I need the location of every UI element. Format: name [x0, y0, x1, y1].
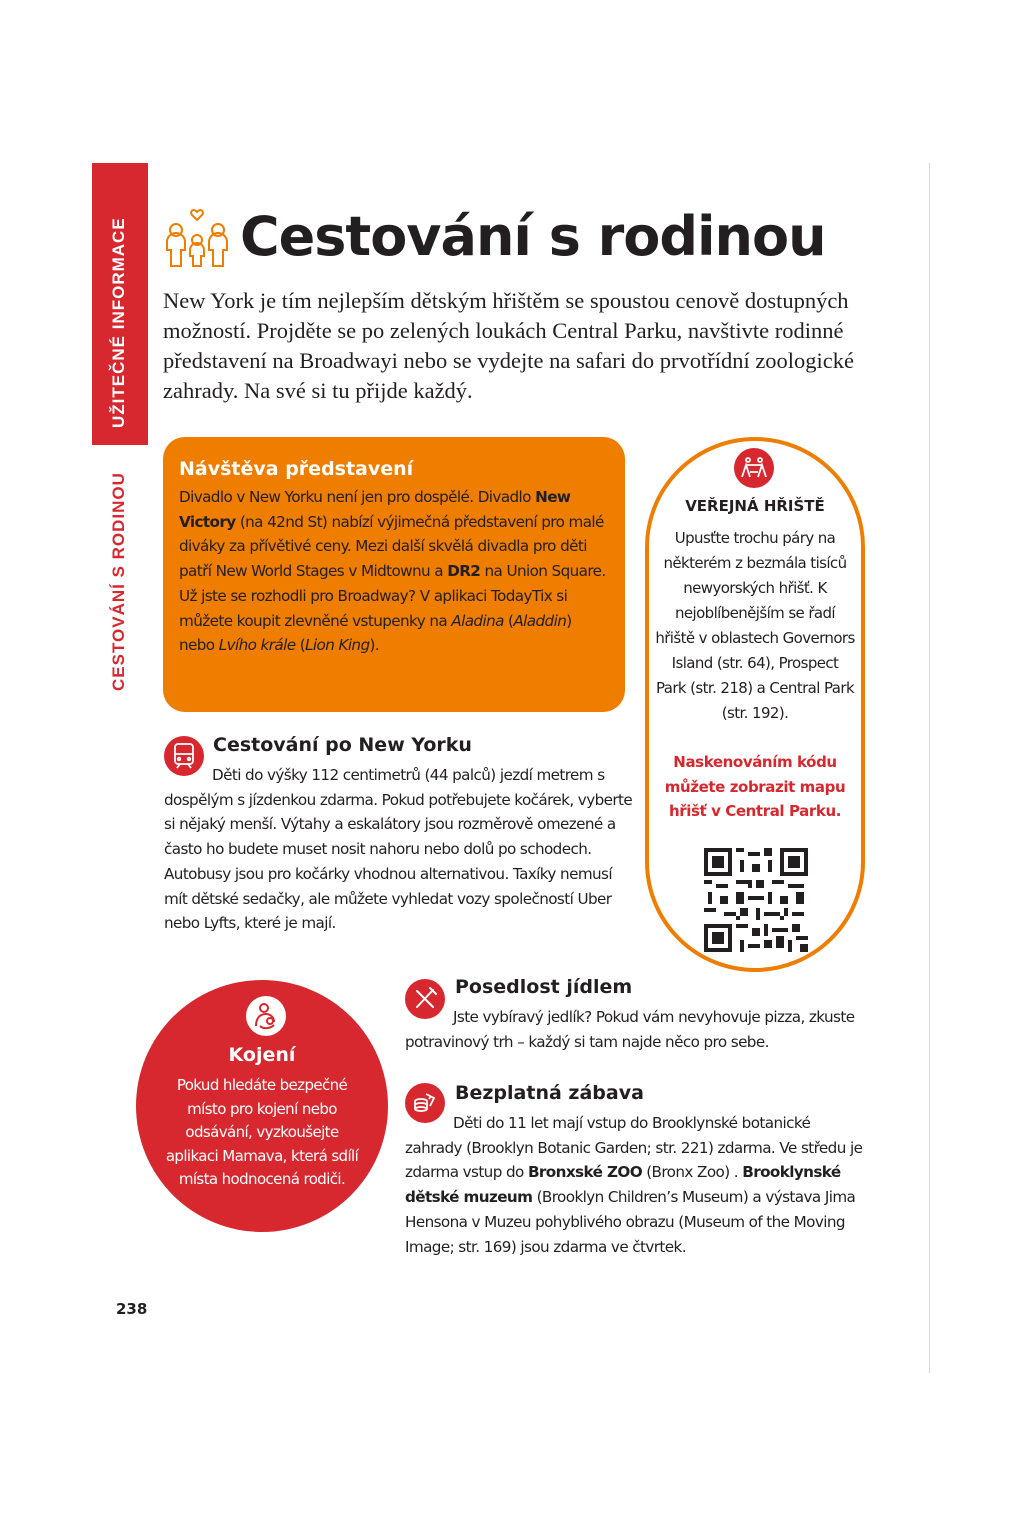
sidebar-chapter-label: CESTOVÁNÍ S RODINOU [109, 472, 128, 691]
page-title: Cestování s rodinou [240, 205, 826, 268]
theater-box-text: Divadlo v New Yorku není jen pro dospělé. Divadlo New Victory (na 42nd St) nabízí výjimečná představení pro malé diváky za přívětivé ceny. Mezi další skvělá divadla pro děti patří New World Stages v Midtownu a DR2 na Union Square. Už jste se rozhodli pro Broadway? V aplikaci TodayTix si můžete koupit zlevněné vstupenky na Aladina (Aladdin) nebo Lvího krále (Lion King). [179, 488, 606, 655]
free-fun-text: Děti do 11 let mají vstup do Brooklynské botanické zahrady (Brooklyn Botanic Garden; str. 221) zdarma. Ve středu je zdarma vstup do Bronxské ZOO (Bronx Zoo) . Brooklynské dětské muzeum (Brooklyn Children’s Museum) a výstava Jima Hensona v Muzeu pohyblivého obrazu (Museum of the Moving Image; str. 169) jsou zdarma ve čtvrtek. [405, 1114, 863, 1256]
qr-code-icon[interactable] [704, 848, 808, 952]
playgrounds-scan-note: Naskenováním kódu můžete zobrazit mapu hřišť v Central Parku. [664, 753, 846, 820]
right-margin-rule [929, 163, 930, 1373]
sidebar-chapter-tab [92, 455, 148, 695]
baby-icon [244, 994, 288, 1042]
sidebar-section-label: UŽITEČNÉ INFORMACE [109, 217, 128, 428]
transport-text: Děti do výšky 112 centimetrů (44 palců) jezdí metrem s dospělým s jízdenkou zdarma. Pokud potřebujete kočárek, vyberte si nějaký menší. Výtahy a eskalátory jsou rozměrově omezené a často ho budete muset nosit nahoru nebo dolů po schodech. Autobusy jsou pro kočárky vhodnou alternativou. Taxíky nemusí mít dětské sedačky, ale můžete vyhledat vozy společností Uber nebo Lyfts, které je mají. [164, 766, 633, 933]
food-title: Posedlost jídlem [455, 976, 633, 998]
theater-box-title: Návštěva představení [179, 458, 414, 480]
free-fun-title: Bezplatná zábava [455, 1082, 644, 1104]
sidebar-section-tab [92, 163, 148, 445]
theater-box [163, 437, 625, 712]
family-icon [162, 208, 232, 274]
playground-icon [733, 447, 775, 493]
transport-title: Cestování po New Yorku [213, 734, 472, 756]
page-number: 238 [116, 1300, 148, 1318]
food-text: Jste vybíravý jedlík? Pokud vám nevyhovuje pizza, zkuste potravinový trh – každý si tam najde něco pro sebe. [405, 1008, 855, 1051]
playgrounds-text: Upusťte trochu páry na některém z bezmála tisíců newyorských hřišť. K nejoblíbenějším se řadí hřiště v oblastech Governors Island (str. 64), Prospect Park (str. 218) a Central Park (str. 192). [655, 529, 855, 722]
playgrounds-title: VEŘEJNÁ HŘIŠTĚ [685, 497, 825, 515]
nursing-text: Pokud hledáte bezpečné místo pro kojení nebo odsávání, vyzkoušejte aplikaci Mamava, která sdílí místa hodnocená rodiči. [165, 1076, 359, 1188]
intro-paragraph: New York je tím nejlepším dětským hřištěm se spoustou cenově dostupných možností. Projděte se po zelených loukách Central Parku, navštivte rodinné představení na Broadwayi nebo se vydejte na safari do prvotřídní zoologické zahrady. Na své si tu přijde každý. [163, 288, 855, 403]
nursing-title: Kojení [228, 1044, 296, 1066]
